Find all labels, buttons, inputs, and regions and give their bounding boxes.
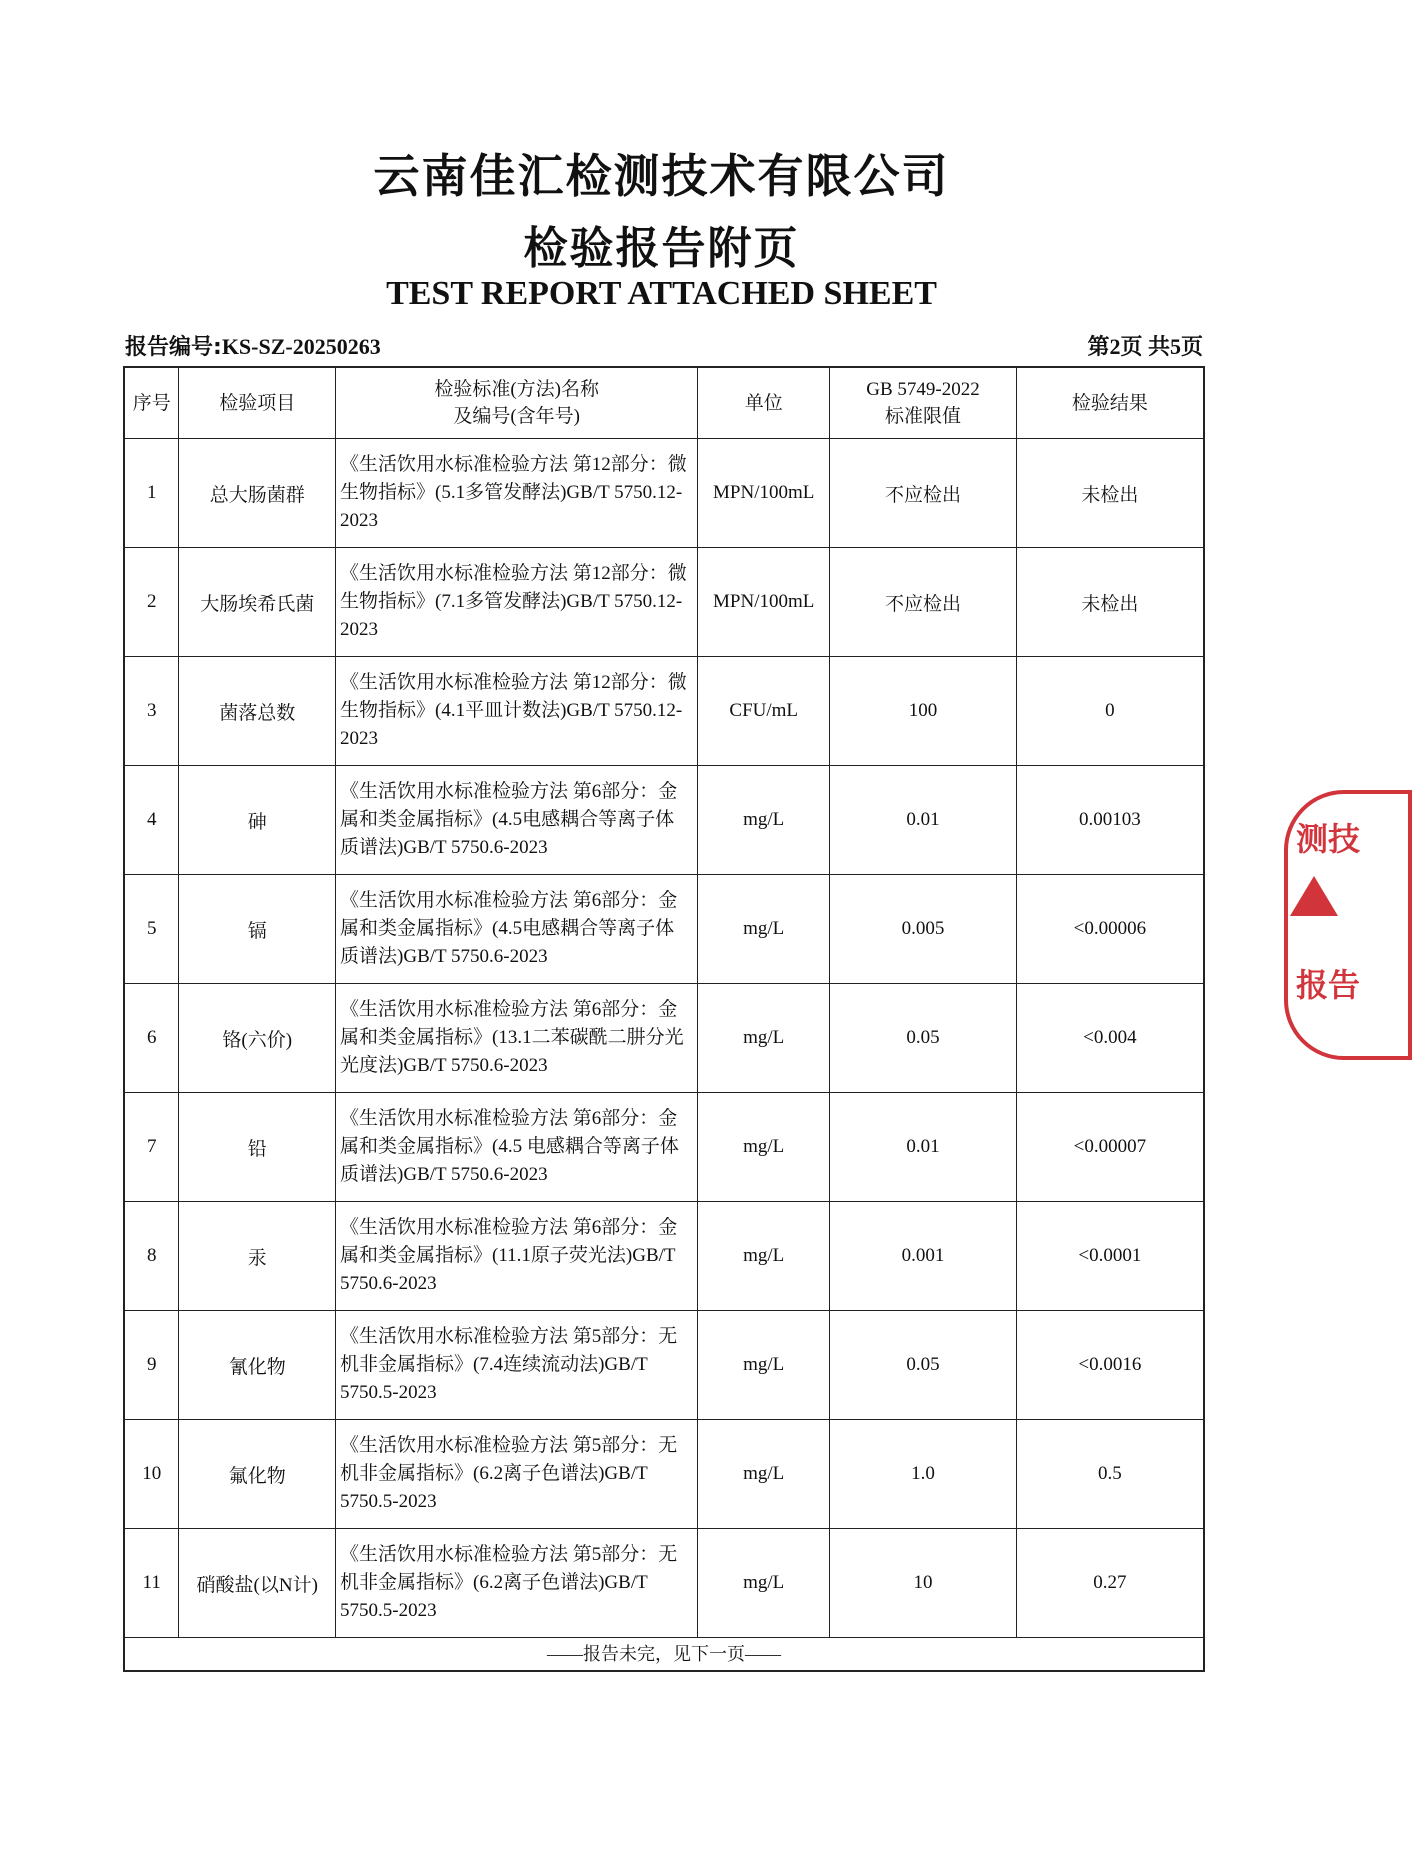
cell-method: 《生活饮用水标准检验方法 第5部分：无机非金属指标》(6.2离子色谱法)GB/T 5750.5-2023 [336,1529,698,1638]
cell-result: <0.0001 [1016,1202,1204,1311]
cell-method: 《生活饮用水标准检验方法 第6部分：金属和类金属指标》(13.1二苯碳酰二肼分光光度法)GB/T 5750.6-2023 [336,984,698,1093]
cell-unit: mg/L [698,1202,830,1311]
cell-result: <0.00007 [1016,1093,1204,1202]
cell-unit: mg/L [698,766,830,875]
cell-result: <0.0016 [1016,1311,1204,1420]
cell-no: 10 [124,1420,179,1529]
cell-no: 6 [124,984,179,1093]
cell-result: 未检出 [1016,439,1204,548]
cell-unit: mg/L [698,875,830,984]
cell-item: 氰化物 [179,1311,336,1420]
cell-item: 菌落总数 [179,657,336,766]
cell-result: 0.27 [1016,1529,1204,1638]
table-footer-note: ——报告未完，见下一页—— [124,1638,1204,1672]
header-method [336,367,698,439]
cell-no: 5 [124,875,179,984]
company-name: 云南佳汇检测技术有限公司 [373,149,950,203]
cell-method: 《生活饮用水标准检验方法 第6部分：金属和类金属指标》(11.1原子荧光法)GB/T 5750.6-2023 [336,1202,698,1311]
cell-limit: 100 [830,657,1017,766]
cell-result: 0.5 [1016,1420,1204,1529]
cell-item: 大肠埃希氏菌 [179,548,336,657]
report-number [125,330,381,361]
table-row [124,984,1204,1093]
cell-item: 铅 [179,1093,336,1202]
cell-item: 汞 [179,1202,336,1311]
cell-no: 8 [124,1202,179,1311]
table-row [124,1529,1204,1638]
report-number-value: KS-SZ-20250263 [221,334,381,359]
cell-item: 氟化物 [179,1420,336,1529]
cell-method: 《生活饮用水标准检验方法 第12部分：微生物指标》(7.1多管发酵法)GB/T 5750.12-2023 [336,548,698,657]
cell-method: 《生活饮用水标准检验方法 第6部分：金属和类金属指标》(4.5电感耦合等离子体质谱法)GB/T 5750.6-2023 [336,766,698,875]
table-row [124,1311,1204,1420]
report-title-cn: 检验报告附页 [523,223,800,274]
cell-limit: 1.0 [830,1420,1017,1529]
cell-limit: 0.05 [830,1311,1017,1420]
cell-item: 镉 [179,875,336,984]
cell-unit: mg/L [698,1529,830,1638]
table-row [124,439,1204,548]
header-limit-line2: 标准限值 [884,406,961,427]
cell-result: 0.00103 [1016,766,1204,875]
seal-text-bottom: 报告 [1296,966,1361,1004]
cell-method: 《生活饮用水标准检验方法 第6部分：金属和类金属指标》(4.5电感耦合等离子体质谱法)GB/T 5750.6-2023 [336,875,698,984]
cell-result: 未检出 [1016,548,1204,657]
cell-limit: 不应检出 [830,548,1017,657]
header-method-line2: 及编号(含年号) [453,406,580,427]
cell-no: 9 [124,1311,179,1420]
seal-star-icon [1290,876,1338,916]
cell-item: 总大肠菌群 [179,439,336,548]
cell-limit: 0.001 [830,1202,1017,1311]
cell-unit: mg/L [698,1311,830,1420]
report-meta [125,330,1203,361]
table-row [124,766,1204,875]
results-table [123,366,1205,1672]
table-header-row [124,367,1204,439]
cell-no: 7 [124,1093,179,1202]
report-number-label: 报告编号: [125,335,222,360]
cell-no: 1 [124,439,179,548]
cell-limit: 0.005 [830,875,1017,984]
cell-limit: 0.05 [830,984,1017,1093]
seal-text-top: 测技 [1296,820,1361,858]
cell-no: 4 [124,766,179,875]
report-title-en: TEST REPORT ATTACHED SHEET [386,275,937,312]
cell-item: 铬(六价) [179,984,336,1093]
header-item: 检验项目 [179,367,336,439]
header-no: 序号 [124,367,179,439]
page-info: 第2页 共5页 [1087,334,1203,359]
table-footer-row [124,1638,1204,1672]
header-unit: 单位 [698,367,830,439]
official-seal [1284,790,1361,1052]
cell-result: <0.00006 [1016,875,1204,984]
cell-unit: mg/L [698,984,830,1093]
cell-method: 《生活饮用水标准检验方法 第12部分：微生物指标》(4.1平皿计数法)GB/T 5750.12-2023 [336,657,698,766]
cell-unit: mg/L [698,1093,830,1202]
cell-no: 3 [124,657,179,766]
cell-no: 11 [124,1529,179,1638]
cell-item: 砷 [179,766,336,875]
table-row [124,1420,1204,1529]
cell-method: 《生活饮用水标准检验方法 第6部分：金属和类金属指标》(4.5 电感耦合等离子体质谱法)GB/T 5750.6-2023 [336,1093,698,1202]
header-limit [830,367,1017,439]
cell-limit: 不应检出 [830,439,1017,548]
table-row [124,1093,1204,1202]
header-limit-line1: GB 5749-2022 [866,379,980,400]
table-row [124,548,1204,657]
cell-unit: mg/L [698,1420,830,1529]
table-row [124,657,1204,766]
header-result: 检验结果 [1016,367,1204,439]
header-method-line1: 检验标准(方法)名称 [434,379,599,400]
cell-method: 《生活饮用水标准检验方法 第12部分：微生物指标》(5.1多管发酵法)GB/T 5750.12-2023 [336,439,698,548]
cell-method: 《生活饮用水标准检验方法 第5部分：无机非金属指标》(6.2离子色谱法)GB/T 5750.5-2023 [336,1420,698,1529]
table-row [124,875,1204,984]
cell-unit: MPN/100mL [698,548,830,657]
cell-method: 《生活饮用水标准检验方法 第5部分：无机非金属指标》(7.4连续流动法)GB/T 5750.5-2023 [336,1311,698,1420]
cell-no: 2 [124,548,179,657]
seal-ring [1284,790,1412,1060]
cell-item: 硝酸盐(以N计) [179,1529,336,1638]
cell-result: <0.004 [1016,984,1204,1093]
cell-limit: 10 [830,1529,1017,1638]
cell-limit: 0.01 [830,766,1017,875]
cell-limit: 0.01 [830,1093,1017,1202]
table-row [124,1202,1204,1311]
cell-unit: CFU/mL [698,657,830,766]
cell-unit: MPN/100mL [698,439,830,548]
cell-result: 0 [1016,657,1204,766]
